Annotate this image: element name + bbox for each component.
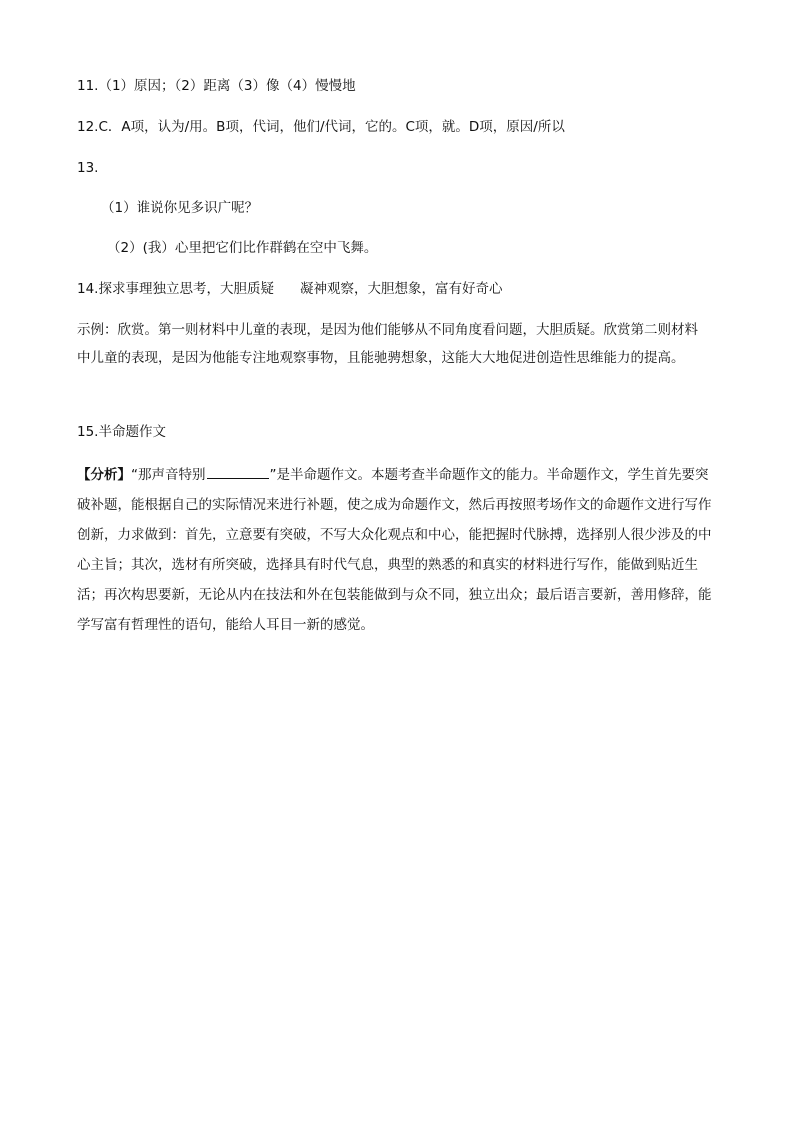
answer-15-title: 15.半命题作文 (77, 424, 166, 440)
answer-12: 12.C．A项，认为/用。B项，代词，他们/代词，它的。C项，就。D项，原因/所以 (77, 119, 565, 135)
answer-15-analysis (77, 460, 717, 640)
answer-13-part2: （2）(我）心里把它们比作群鹤在空中飞舞。 (107, 240, 378, 256)
fill-in-blank (207, 464, 269, 479)
answer-14-example: 示例：欣赏。第一则材料中儿童的表现，是因为他们能够从不同角度看问题，大胆质疑。欣赏第二则材料中儿童的表现，是因为他能专注地观察事物，且能驰骋想象，这能大大地促进创造性思维能力的提高。 (77, 322, 698, 366)
answer-14-part2: 凝神观察，大胆想象，富有好奇心 (299, 281, 503, 297)
analysis-label: 【分析】 (77, 467, 131, 483)
answer-13-number: 13. (77, 160, 99, 176)
answer-11: 11.（1）原因；（2）距离（3）像（4）慢慢地 (77, 78, 356, 94)
answer-13-part1: （1）谁说你见多识广呢？ (101, 200, 259, 216)
answer-14-line (77, 279, 502, 299)
analysis-pre: “那声音特别 (131, 467, 206, 483)
answer-14-part1: 14.探求事理独立思考，大胆质疑 (77, 281, 274, 297)
analysis-post: ”是半命题作文。本题考查半命题作文的能力。半命题作文，学生首先要突破补题，能根据自己的实际情况来进行补题，使之成为命题作文，然后再按照考场作文的命题作文进行写作创新，力求做到：首先，立意要有突破，不写大众化观点和中心，能把握时代脉搏，选择别人很少涉及的中心主旨；其次，选材有所突破，选择具有时代气息，典型的熟悉的和真实的材料进行写作，能做到贴近生活；再次构思要新，无论从内在技法和外在包装能做到与众不同，独立出众；最后语言要新，善用修辞，能学写富有哲理性的语句，能给人耳目一新的感觉。 (77, 467, 712, 633)
